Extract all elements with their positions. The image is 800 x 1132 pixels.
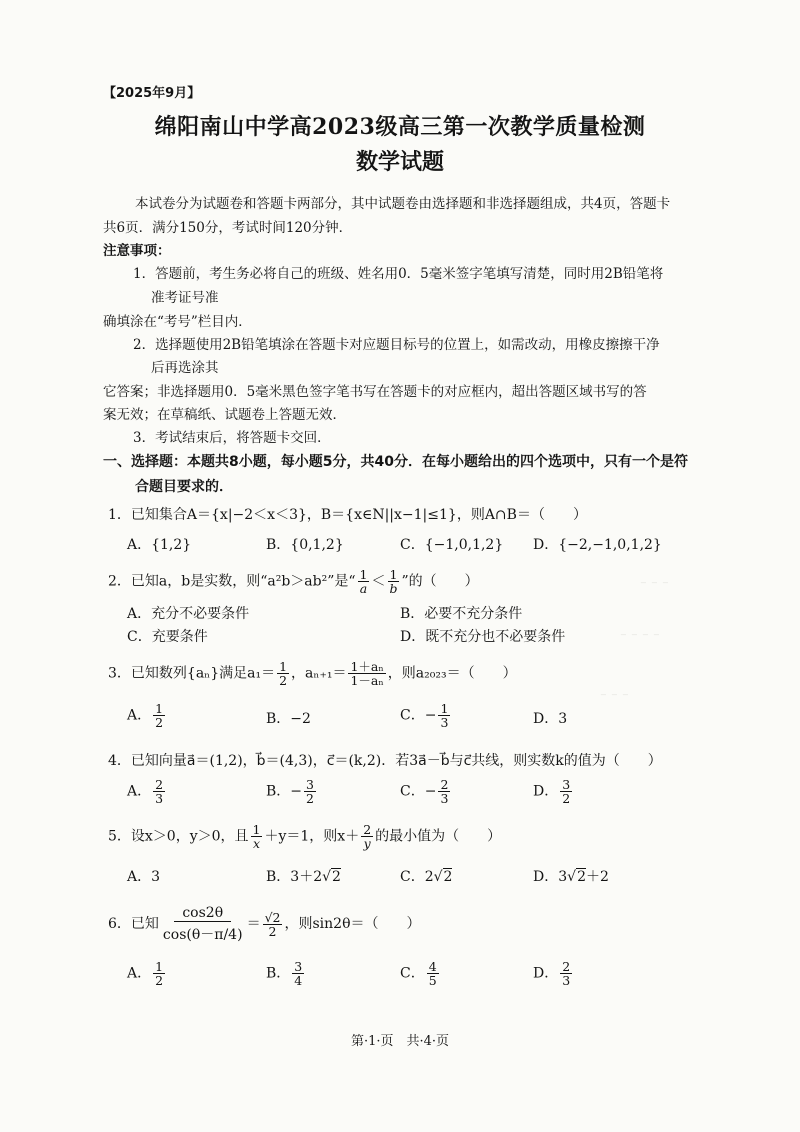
q2-lt: ＜ (371, 573, 386, 590)
fraction: $\frac{2}{3}$ (562, 959, 571, 989)
q1-option-b: B．{0,1,2} (266, 537, 344, 553)
fraction: $\frac{3}{4}$ (294, 959, 303, 989)
q3-stem-mid: ，aₙ₊₁＝ (291, 665, 347, 682)
q5-option-d: D．3√2＋2 (533, 869, 609, 885)
note-3: 3．考试结束后，将答题卡交回． (133, 430, 331, 446)
exam-title: 绵阳南山中学高2023级高三第一次教学质量检测 (154, 114, 646, 140)
q4-option-d: D． $\frac{3}{2}$ (533, 777, 571, 807)
note-2-cont: 后再选涂其 (151, 360, 219, 376)
q2-stem-pre: 2．已知a，b是实数，则“a²b＞ab²”是“ (108, 573, 356, 590)
q2-stem-post: ”的（ ） (401, 573, 479, 590)
q3-stem-post: ，则a₂₀₂₃＝（ ） (387, 665, 517, 682)
q3-option-d: D．3 (533, 711, 568, 727)
exam-subtitle: 数学试题 (355, 149, 444, 175)
fraction: $\frac{4}{5}$ (428, 959, 437, 989)
q5-option-a: A．3 (127, 869, 161, 885)
q5-stem-mid: ＋y＝1，则x＋ (264, 828, 360, 845)
q6-stem-pre: 6．已知 (108, 916, 159, 933)
show-through-mark: ⁻ ⁻ ⁻ ⁻ (620, 630, 660, 645)
q1-option-c: C．{−1,0,1,2} (400, 537, 504, 553)
q6-option-b: B． $\frac{3}{4}$ (266, 959, 303, 989)
fraction: $\frac{1}{3}$ (440, 701, 449, 731)
q2-option-d: D．既不充分也不必要条件 (400, 629, 566, 645)
question-4-stem: 4．已知向量a⃗＝(1,2)，b⃗＝(4,3)，c⃗＝(k,2)．若3a⃗－b⃗与c⃗共线，则实数k的值为（ ） (108, 753, 662, 769)
fraction: $\frac{1}{2}$ (279, 659, 288, 689)
q6-option-d: D． $\frac{2}{3}$ (533, 959, 571, 989)
question-2-stem (108, 568, 479, 595)
q5-stem-post: 的最小值为（ ） (375, 828, 502, 845)
note-1-cont: 准考证号准 (151, 290, 219, 306)
note-2: 2．选择题使用2B铅笔填涂在答题卡对应题目标号的位置上，如需改动，用橡皮擦擦干净 (133, 337, 660, 353)
intro-line: 共6页．满分150分，考试时间120分钟． (103, 220, 353, 236)
notes-heading: 注意事项： (103, 243, 171, 259)
q2-option-a: A．充分不必要条件 (127, 606, 250, 622)
fraction: $\frac{3}{2}$ (306, 777, 314, 807)
fraction: $\frac{1}{a}$ (359, 567, 368, 597)
show-through-mark: ⁻ ⁻ ⁻ (640, 578, 669, 593)
q5-option-c: C．2√2 (400, 869, 453, 885)
note-2-cont: 它答案；非选择题用0．5毫米黑色签字笔书写在答题卡的对应框内，超出答题区域书写的答 (103, 384, 647, 400)
q3-stem-pre: 3．已知数列{aₙ}满足a₁＝ (108, 665, 276, 682)
fraction: $\frac{1}{b}$ (389, 567, 398, 597)
fraction: $\frac{\cos 2\theta}{\cos(\theta-\pi/4)}$ (162, 905, 243, 943)
q4-option-a: A． $\frac{2}{3}$ (127, 777, 164, 807)
section-heading-cont: 合题目要求的． (135, 479, 233, 495)
show-through-mark: ⁻ ⁻ ⁻ (600, 690, 629, 705)
q3-option-a: A． $\frac{1}{2}$ (127, 701, 164, 731)
question-1-stem: 1．已知集合A＝{x|−2＜x＜3}，B＝{x∈N||x−1|≤1}，则A∩B＝（ ） (108, 507, 587, 523)
q3-option-b: B．−2 (266, 711, 311, 727)
note-1-cont: 确填涂在“考号”栏目内． (103, 314, 252, 330)
fraction: $\frac{√2}{2}$ (264, 909, 281, 939)
question-5-stem (108, 823, 501, 850)
q1-option-d: D．{−2,−1,0,1,2} (533, 537, 662, 553)
note-2-cont: 案无效；在草稿纸、试题卷上答题无效． (103, 407, 346, 423)
q6-option-c: C． $\frac{4}{5}$ (400, 959, 437, 989)
fraction: $\frac{2}{3}$ (440, 777, 449, 807)
q5-stem-pre: 5．设x＞0，y＞0，且 (108, 828, 249, 845)
q5-option-b: B．3＋2√2 (266, 869, 341, 885)
q2-option-c: C．充要条件 (127, 629, 208, 645)
note-1: 1．答题前，考生务必将自己的班级、姓名用0．5毫米签字笔填写清楚，同时用2B铅笔将 (133, 266, 664, 282)
question-6-stem: 6．已知 $\frac{\cos 2\theta}{\cos(\theta-\pi/4)}$ ＝ $\frac{√2}{2}$ ，则sin2θ＝（ ） (108, 905, 421, 943)
q2-option-b: B．必要不充分条件 (400, 606, 523, 622)
fraction: $\frac{1}{x}$ (252, 822, 261, 852)
section-heading: 一、选择题：本题共8小题，每小题5分，共40分．在每小题给出的四个选项中，只有一个是符 (103, 454, 688, 470)
q3-option-c: C．− $\frac{1}{3}$ (400, 701, 449, 731)
page-footer: 第·1·页 共·4·页 (350, 1034, 450, 1049)
intro-line: 本试卷分为试题卷和答题卡两部分，其中试题卷由选择题和非选择题组成，共4页，答题卡 (135, 196, 671, 212)
fraction: $\frac{3}{2}$ (562, 777, 571, 807)
q4-option-c: C．− $\frac{2}{3}$ (400, 777, 449, 807)
fraction: $\frac{1}{2}$ (155, 701, 164, 731)
question-3-stem (108, 660, 517, 687)
q4-option-b: B．− $\frac{3}{2}$ (266, 777, 314, 807)
q6-option-a: A． $\frac{1}{2}$ (127, 959, 164, 989)
fraction: $\frac{1}{2}$ (155, 959, 164, 989)
fraction: $\frac{2}{y}$ (363, 822, 372, 852)
q6-stem-post: ，则sin2θ＝（ ） (284, 916, 421, 933)
fraction: $\frac{2}{3}$ (155, 777, 164, 807)
exam-date: 【2025年9月】 (103, 86, 201, 101)
q1-option-a: A．{1,2} (127, 537, 192, 553)
fraction: $\frac{\text{1＋aₙ}}{\text{1－aₙ}}$ (350, 659, 384, 689)
